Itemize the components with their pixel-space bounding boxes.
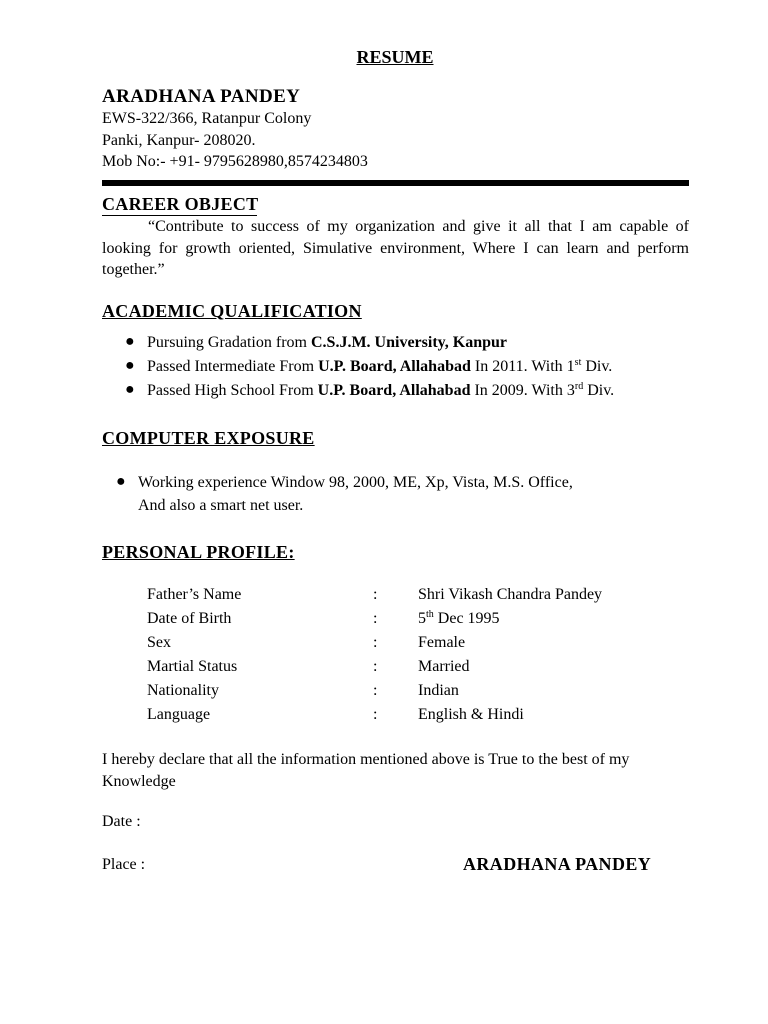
profile-value-text: Indian	[418, 682, 459, 699]
computer-exposure-line-2: And also a smart net user.	[138, 497, 304, 514]
profile-value-marital-status	[418, 658, 470, 676]
profile-colon: :	[373, 682, 378, 699]
academic-qualification-heading: ACADEMIC QUALIFICATION	[102, 301, 362, 321]
resume-title: RESUME	[356, 47, 434, 67]
profile-label-dob: Date of Birth	[147, 610, 232, 627]
declaration-text: I hereby declare that all the information mentioned above is True to the best of my Knowledge	[102, 751, 630, 790]
profile-colon: :	[373, 610, 378, 627]
address-line-1: EWS-322/366, Ratanpur Colony	[102, 110, 312, 127]
academic-item-high-school	[125, 381, 615, 400]
academic-item-intermediate	[125, 357, 613, 376]
academic-item-division: Div.	[583, 382, 615, 399]
bullet-icon: ●	[125, 333, 135, 350]
academic-item-institution: U.P. Board, Allahabad	[317, 382, 471, 399]
profile-value-month-year: Dec 1995	[433, 610, 500, 627]
profile-value-text: Married	[418, 658, 470, 675]
profile-label-language: Language	[147, 706, 211, 723]
career-object-heading: CAREER OBJECT	[102, 194, 259, 214]
profile-value-day: 5	[418, 610, 426, 627]
profile-value-nationality	[418, 682, 459, 700]
profile-value-sex	[418, 634, 465, 652]
bullet-icon: ●	[116, 473, 126, 490]
computer-exposure-line-1: Working experience Window 98, 2000, ME, Xp, Vista, M.S. Office,	[138, 474, 573, 491]
academic-item-text: Passed Intermediate From	[147, 358, 319, 375]
profile-label-nationality: Nationality	[147, 682, 219, 699]
place-label: Place :	[102, 856, 146, 873]
profile-colon: :	[373, 586, 378, 603]
academic-item-graduation	[125, 333, 507, 352]
academic-item-text: Pursuing Gradation from	[147, 334, 311, 351]
academic-item-text: Passed High School From	[147, 382, 318, 399]
profile-value-text: English & Hindi	[418, 706, 524, 723]
profile-value-text: Female	[418, 634, 466, 651]
ordinal-suffix: st	[574, 357, 582, 368]
date-label: Date :	[102, 813, 141, 830]
profile-colon: :	[373, 706, 378, 723]
profile-label-father: Father’s Name	[147, 586, 242, 603]
computer-exposure-item	[116, 473, 573, 492]
profile-value-father	[418, 586, 602, 604]
academic-item-year: In 2011. With 1	[470, 358, 575, 375]
bullet-icon: ●	[125, 381, 135, 398]
personal-profile-heading: PERSONAL PROFILE:	[102, 542, 295, 562]
profile-value-dob	[418, 610, 500, 628]
header-divider	[102, 180, 689, 186]
profile-colon: :	[373, 634, 378, 651]
profile-label-sex: Sex	[147, 634, 171, 651]
ordinal-suffix: th	[426, 609, 434, 620]
profile-value-text: Shri Vikash Chandra Pandey	[418, 586, 603, 603]
academic-item-division: Div.	[581, 358, 613, 375]
mobile-number: Mob No:- +91- 9795628980,8574234803	[102, 153, 368, 170]
applicant-name: ARADHANA PANDEY	[102, 86, 301, 107]
signature-name: ARADHANA PANDEY	[463, 854, 652, 874]
ordinal-suffix: rd	[574, 381, 584, 392]
profile-value-language	[418, 706, 524, 724]
profile-colon: :	[373, 658, 378, 675]
academic-item-institution: U.P. Board, Allahabad	[318, 358, 471, 375]
bullet-icon: ●	[125, 357, 135, 374]
computer-exposure-heading: COMPUTER EXPOSURE	[102, 428, 315, 448]
academic-item-institution: C.S.J.M. University, Kanpur	[310, 334, 507, 351]
career-object-text: “Contribute to success of my organization and give it all that I am capable of looking for growth oriented, Simulative environment, Where I can learn and perform together.”	[102, 218, 689, 278]
profile-label-marital-status: Martial Status	[147, 658, 238, 675]
address-line-2: Panki, Kanpur- 208020.	[102, 132, 256, 149]
academic-item-year: In 2009. With 3	[470, 382, 575, 399]
